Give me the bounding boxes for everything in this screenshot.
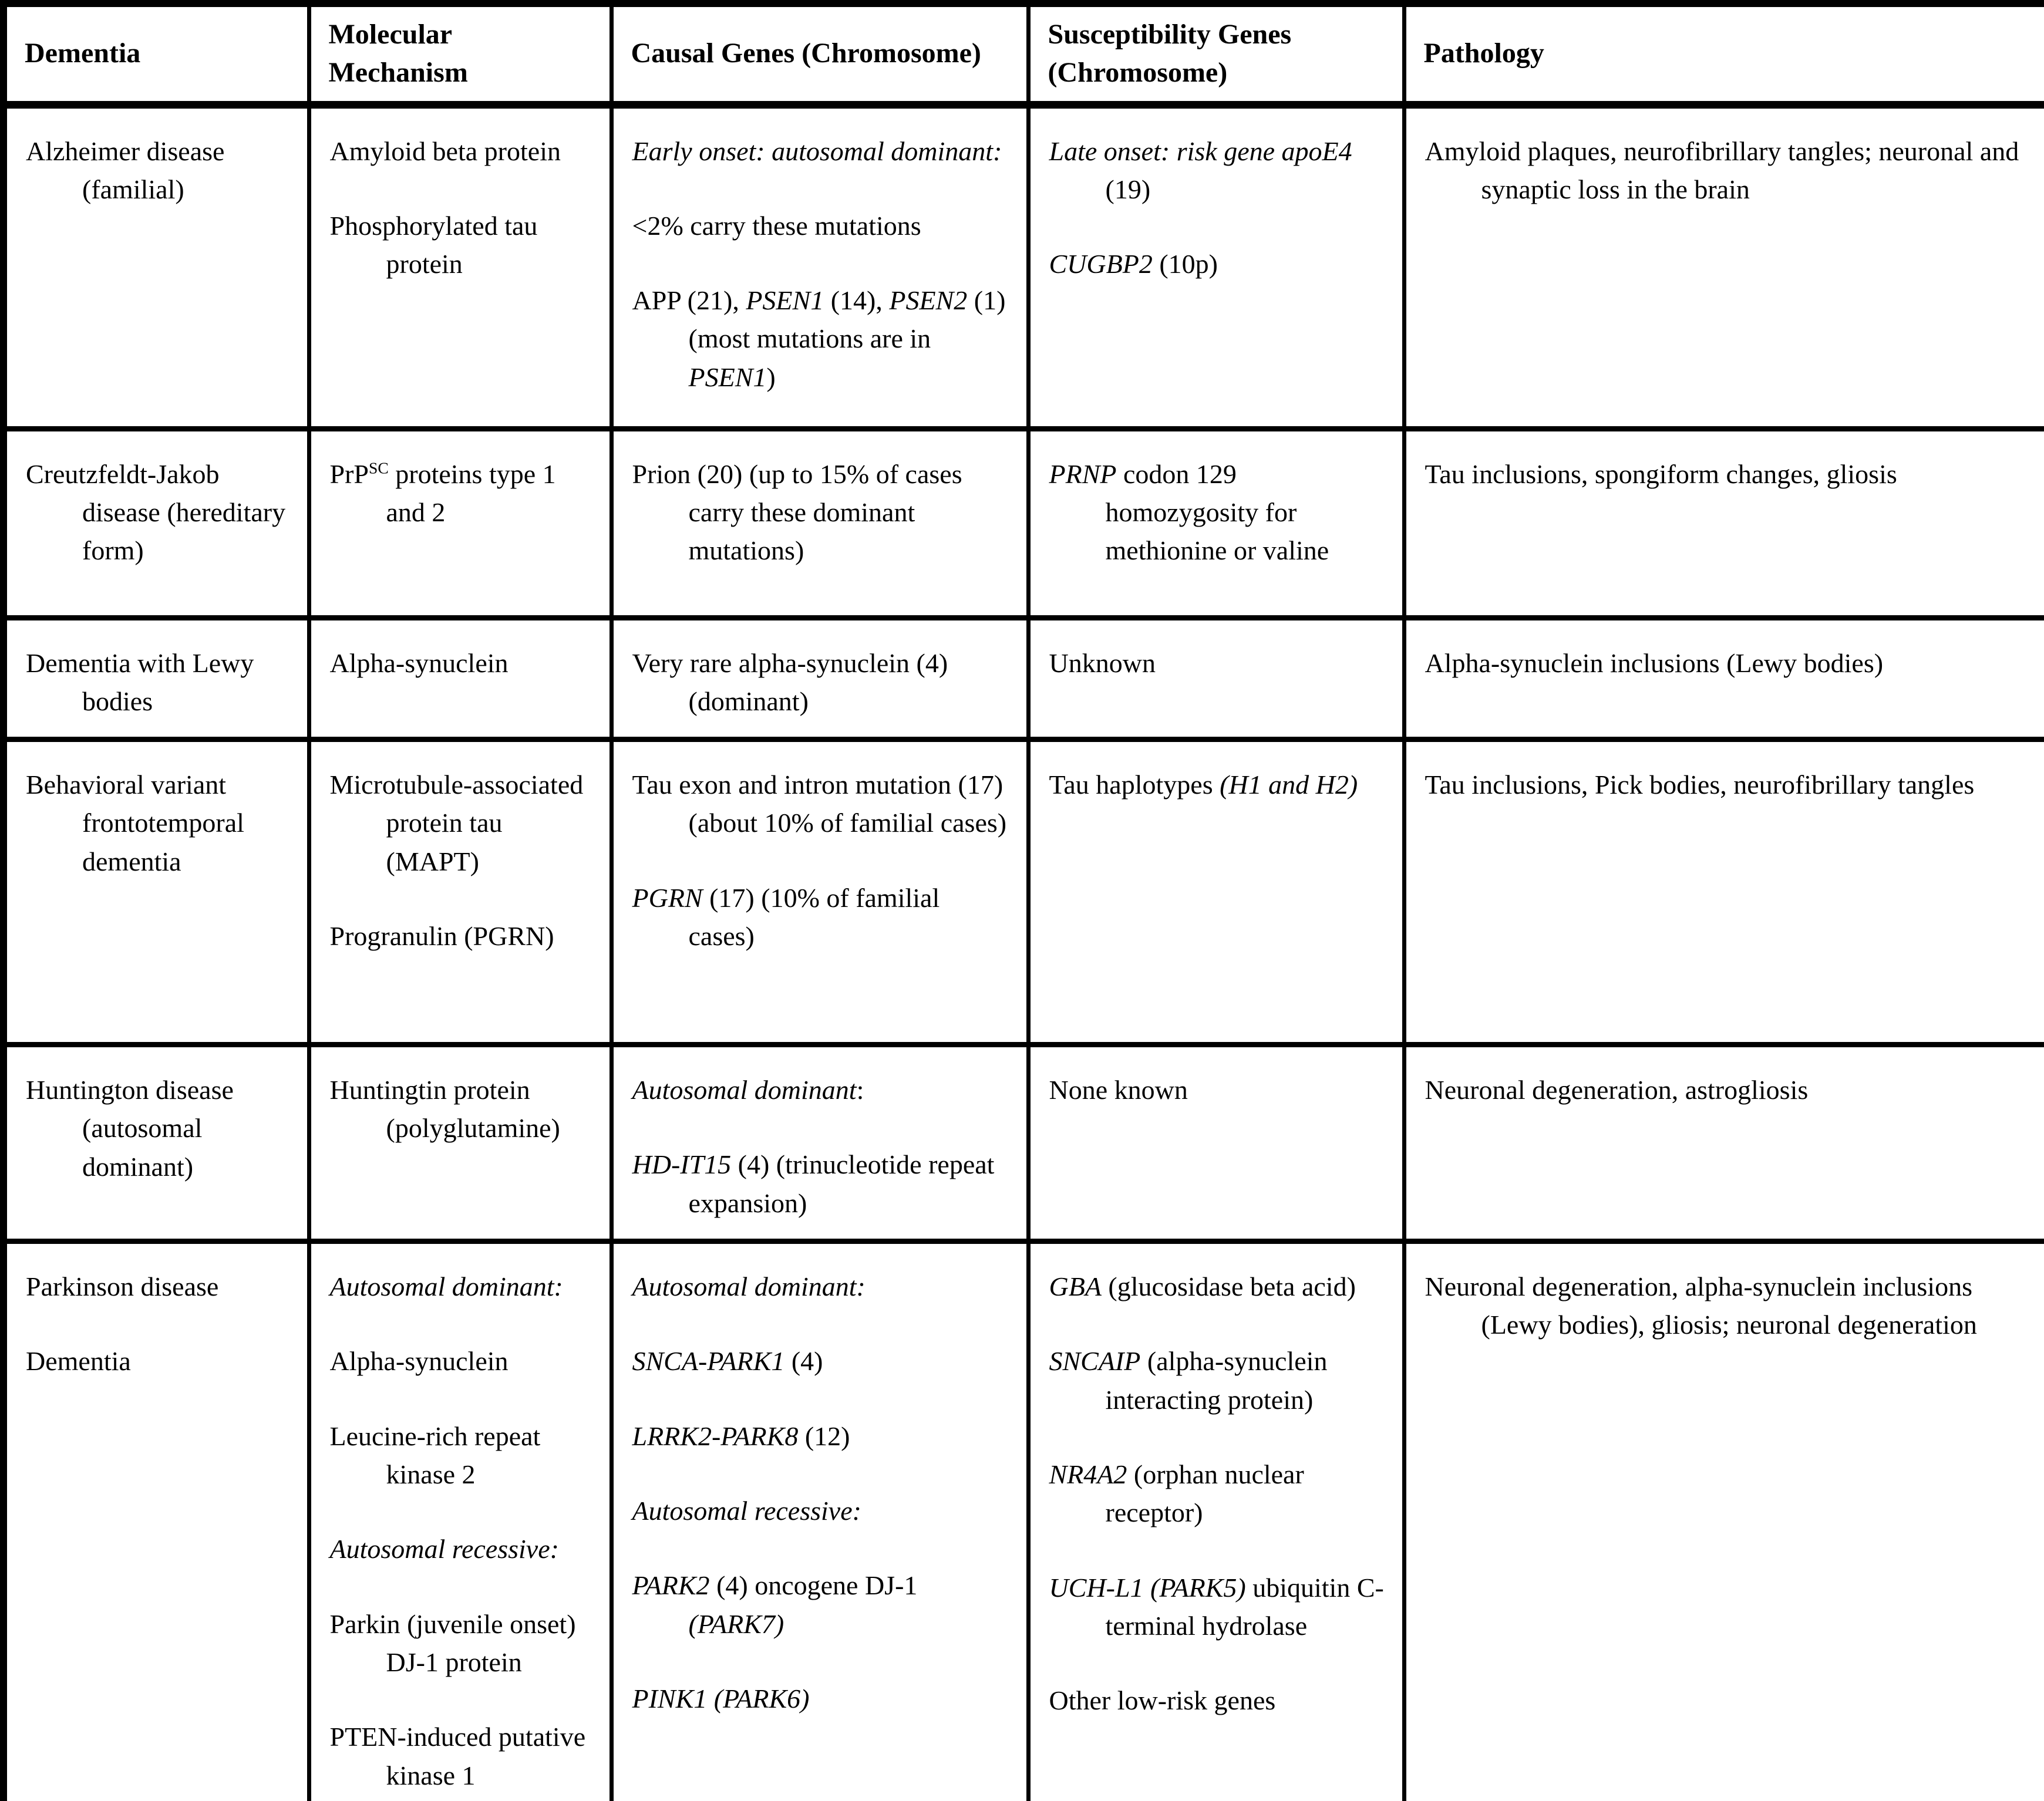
italic-text: Autosomal dominant: [632, 1075, 857, 1105]
cell-paragraph: Other low-risk genes: [1049, 1685, 1276, 1716]
italic-text: NR4A2: [1049, 1459, 1127, 1489]
cell-paragraph: Behavioral variant frontotemporal dementia: [26, 770, 244, 876]
cell-huntington-disease-pathology: [1404, 1045, 2044, 1242]
cell-parkinson-disease-dementia-susceptibility-genes: [1028, 1242, 1404, 1801]
italic-text: PARK2: [632, 1570, 710, 1601]
table-header: [4, 4, 2044, 104]
cell-paragraph: Leucine-rich repeat kinase 2: [329, 1421, 541, 1489]
cell-paragraph: NR4A2 (orphan nuclear receptor): [1049, 1459, 1304, 1528]
cell-huntington-disease-susceptibility-genes: [1028, 1045, 1404, 1242]
cell-paragraph: None known: [1049, 1075, 1188, 1105]
cell-behavioral-variant-frontotemporal-causal-genes: [611, 740, 1028, 1045]
cell-paragraph: GBA (glucosidase beta acid): [1049, 1272, 1356, 1302]
cell-alzheimer-familial-pathology: [1404, 104, 2044, 429]
col-header-molecular-mechanism: Molecular Mechanism: [309, 4, 611, 104]
cell-paragraph: [632, 1492, 1012, 1530]
italic-text: PRNP: [1049, 458, 1117, 489]
italic-text: PSEN2: [889, 285, 968, 316]
cell-paragraph: HD-IT15 (4) (trinucleotide repeat expansion): [632, 1149, 995, 1218]
cell-behavioral-variant-frontotemporal-dementia: [4, 740, 309, 1045]
cell-paragraph: Very rare alpha-synuclein (4) (dominant): [632, 647, 948, 716]
italic-text: (H1 and H2): [1220, 770, 1358, 800]
cell-paragraph: [632, 1267, 1012, 1306]
italic-text: PINK1 (PARK6): [632, 1683, 810, 1714]
cell-paragraph: [330, 1267, 595, 1306]
cell-parkinson-disease-dementia-pathology: [1404, 1242, 2044, 1801]
table-row-creutzfeldt-jakob-hereditary: [4, 429, 2044, 618]
italic-text: HD-IT15: [632, 1149, 732, 1180]
italic-text: Autosomal recessive:: [329, 1534, 559, 1564]
cell-paragraph: CUGBP2 (10p): [1049, 249, 1218, 279]
cell-paragraph: Amyloid plaques, neurofibrillary tangles; neuronal and synaptic loss in the brain: [1425, 136, 2019, 204]
table-row-dementia-with-lewy-bodies: [4, 618, 2044, 740]
cell-paragraph: Alpha-synuclein: [329, 647, 509, 678]
cell-paragraph: Tau exon and intron mutation (17) (about 10% of familial cases): [632, 770, 1007, 838]
italic-text: GBA: [1049, 1272, 1102, 1302]
italic-text: PSEN1: [688, 362, 767, 392]
cell-dementia-with-lewy-bodies-susceptibility-genes: [1028, 618, 1404, 740]
table-row-behavioral-variant-frontotemporal: [4, 740, 2044, 1045]
cell-creutzfeldt-jakob-hereditary-pathology: [1404, 429, 2044, 618]
cell-paragraph: Microtubule-associated protein tau (MAPT): [329, 770, 584, 876]
cell-dementia-with-lewy-bodies-pathology: [1404, 618, 2044, 740]
cell-paragraph: APP (21), PSEN1 (14), PSEN2 (1) (most mutations are in PSEN1): [632, 285, 1006, 392]
col-header-dementia: Dementia: [4, 4, 309, 104]
cell-paragraph: Alpha-synuclein inclusions (Lewy bodies): [1425, 647, 1884, 678]
cell-parkinson-disease-dementia-dementia: [4, 1242, 309, 1801]
italic-text: CUGBP2: [1049, 249, 1153, 279]
cell-paragraph: Huntingtin protein (polyglutamine): [329, 1075, 560, 1144]
cell-behavioral-variant-frontotemporal-molecular-mechanism: [309, 740, 611, 1045]
cell-creutzfeldt-jakob-hereditary-causal-genes: [611, 429, 1028, 618]
cell-alzheimer-familial-susceptibility-genes: [1028, 104, 1404, 429]
cell-huntington-disease-molecular-mechanism: [309, 1045, 611, 1242]
cell-paragraph: [330, 1530, 595, 1568]
cell-alzheimer-familial-molecular-mechanism: [309, 104, 611, 429]
cell-paragraph: UCH-L1 (PARK5) ubiquitin C-terminal hydrolase: [1049, 1572, 1384, 1641]
cell-paragraph: Parkinson disease: [26, 1272, 219, 1302]
cell-paragraph: PARK2 (4) oncogene DJ-1 (PARK7): [632, 1570, 918, 1639]
cell-paragraph: PRNP codon 129 homozygosity for methionine or valine: [1049, 458, 1329, 566]
cell-paragraph: Progranulin (PGRN): [329, 921, 554, 952]
cell-alzheimer-familial-dementia: [4, 104, 309, 429]
cell-paragraph: Tau inclusions, Pick bodies, neurofibrillary tangles: [1425, 770, 1975, 800]
cell-behavioral-variant-frontotemporal-susceptibility-genes: [1028, 740, 1404, 1045]
table-row-huntington-disease: [4, 1045, 2044, 1242]
cell-paragraph: Alpha-synuclein: [329, 1346, 509, 1377]
cell-paragraph: Neuronal degeneration, alpha-synuclein inclusions (Lewy bodies), gliosis; neuronal degeneration: [1425, 1272, 1977, 1340]
cell-paragraph: Neuronal degeneration, astrogliosis: [1425, 1075, 1809, 1105]
cell-parkinson-disease-dementia-molecular-mechanism: [309, 1242, 611, 1801]
table-body: [4, 104, 2044, 1801]
italic-text: (PARK7): [688, 1608, 784, 1639]
cell-dementia-with-lewy-bodies-dementia: [4, 618, 309, 740]
italic-text: PSEN1: [746, 285, 824, 316]
cell-creutzfeldt-jakob-hereditary-susceptibility-genes: [1028, 429, 1404, 618]
table-row-alzheimer-familial: [4, 104, 2044, 429]
cell-huntington-disease-dementia: [4, 1045, 309, 1242]
cell-paragraph: Amyloid beta protein: [329, 136, 561, 166]
cell-huntington-disease-causal-genes: [611, 1045, 1028, 1242]
cell-paragraph: Prion (20) (up to 15% of cases carry these dominant mutations): [632, 458, 962, 566]
cell-paragraph: Unknown: [1049, 647, 1156, 678]
italic-text: UCH-L1 (PARK5): [1049, 1572, 1246, 1603]
col-header-pathology: Pathology: [1404, 4, 2044, 104]
italic-text: LRRK2-PARK8: [632, 1421, 799, 1451]
cell-paragraph: SNCA-PARK1 (4): [632, 1346, 823, 1377]
cell-paragraph: [632, 1679, 1012, 1718]
cell-parkinson-disease-dementia-causal-genes: [611, 1242, 1028, 1801]
italic-text: Autosomal recessive:: [632, 1496, 861, 1526]
superscript-text: SC: [368, 458, 389, 477]
cell-paragraph: Huntington disease (autosomal dominant): [26, 1075, 234, 1182]
cell-paragraph: Tau haplotypes (H1 and H2): [1049, 770, 1358, 800]
cell-paragraph: Creutzfeldt-Jakob disease (hereditary form): [26, 458, 286, 566]
cell-paragraph: PGRN (17) (10% of familial cases): [632, 882, 940, 952]
cell-dementia-with-lewy-bodies-causal-genes: [611, 618, 1028, 740]
cell-creutzfeldt-jakob-hereditary-dementia: [4, 429, 309, 618]
italic-text: Autosomal dominant:: [329, 1272, 563, 1302]
cell-paragraph: PrP$^{SC}$ proteins type 1 and 2: [329, 458, 556, 527]
col-header-causal-genes: Causal Genes (Chromosome): [611, 4, 1028, 104]
italic-text: Early onset: autosomal dominant:: [632, 136, 1002, 166]
cell-dementia-with-lewy-bodies-molecular-mechanism: [309, 618, 611, 740]
cell-paragraph: Parkin (juvenile onset) DJ-1 protein: [329, 1608, 576, 1677]
italic-text: Late onset: risk gene apoE4: [1049, 136, 1352, 166]
italic-text: SNCA-PARK1: [632, 1346, 785, 1377]
col-header-susceptibility-genes: Susceptibility Genes (Chromosome): [1028, 4, 1404, 104]
cell-paragraph: <2% carry these mutations: [632, 210, 921, 241]
cell-paragraph: LRRK2-PARK8 (12): [632, 1421, 850, 1451]
cell-paragraph: Alzheimer disease (familial): [26, 136, 225, 204]
cell-paragraph: PTEN-induced putative kinase 1: [329, 1722, 586, 1790]
cell-paragraph: Dementia: [26, 1346, 131, 1377]
cell-paragraph: Phosphorylated tau protein: [329, 210, 538, 279]
italic-text: Autosomal dominant:: [632, 1272, 866, 1302]
cell-paragraph: Late onset: risk gene apoE4 (19): [1049, 136, 1352, 204]
cell-creutzfeldt-jakob-hereditary-molecular-mechanism: [309, 429, 611, 618]
cell-paragraph: Autosomal dominant:: [632, 1075, 864, 1105]
table-row-parkinson-disease-dementia: [4, 1242, 2044, 1801]
italic-text: SNCAIP: [1049, 1346, 1141, 1377]
italic-text: PGRN: [632, 882, 703, 913]
cell-paragraph: SNCAIP (alpha-synuclein interacting protein): [1049, 1346, 1328, 1415]
cell-paragraph: Dementia with Lewy bodies: [26, 647, 254, 716]
cell-paragraph: [632, 132, 1012, 170]
cell-paragraph: Tau inclusions, spongiform changes, gliosis: [1425, 458, 1897, 489]
cell-alzheimer-familial-causal-genes: [611, 104, 1028, 429]
header-row: [4, 4, 2044, 104]
cell-behavioral-variant-frontotemporal-pathology: [1404, 740, 2044, 1045]
